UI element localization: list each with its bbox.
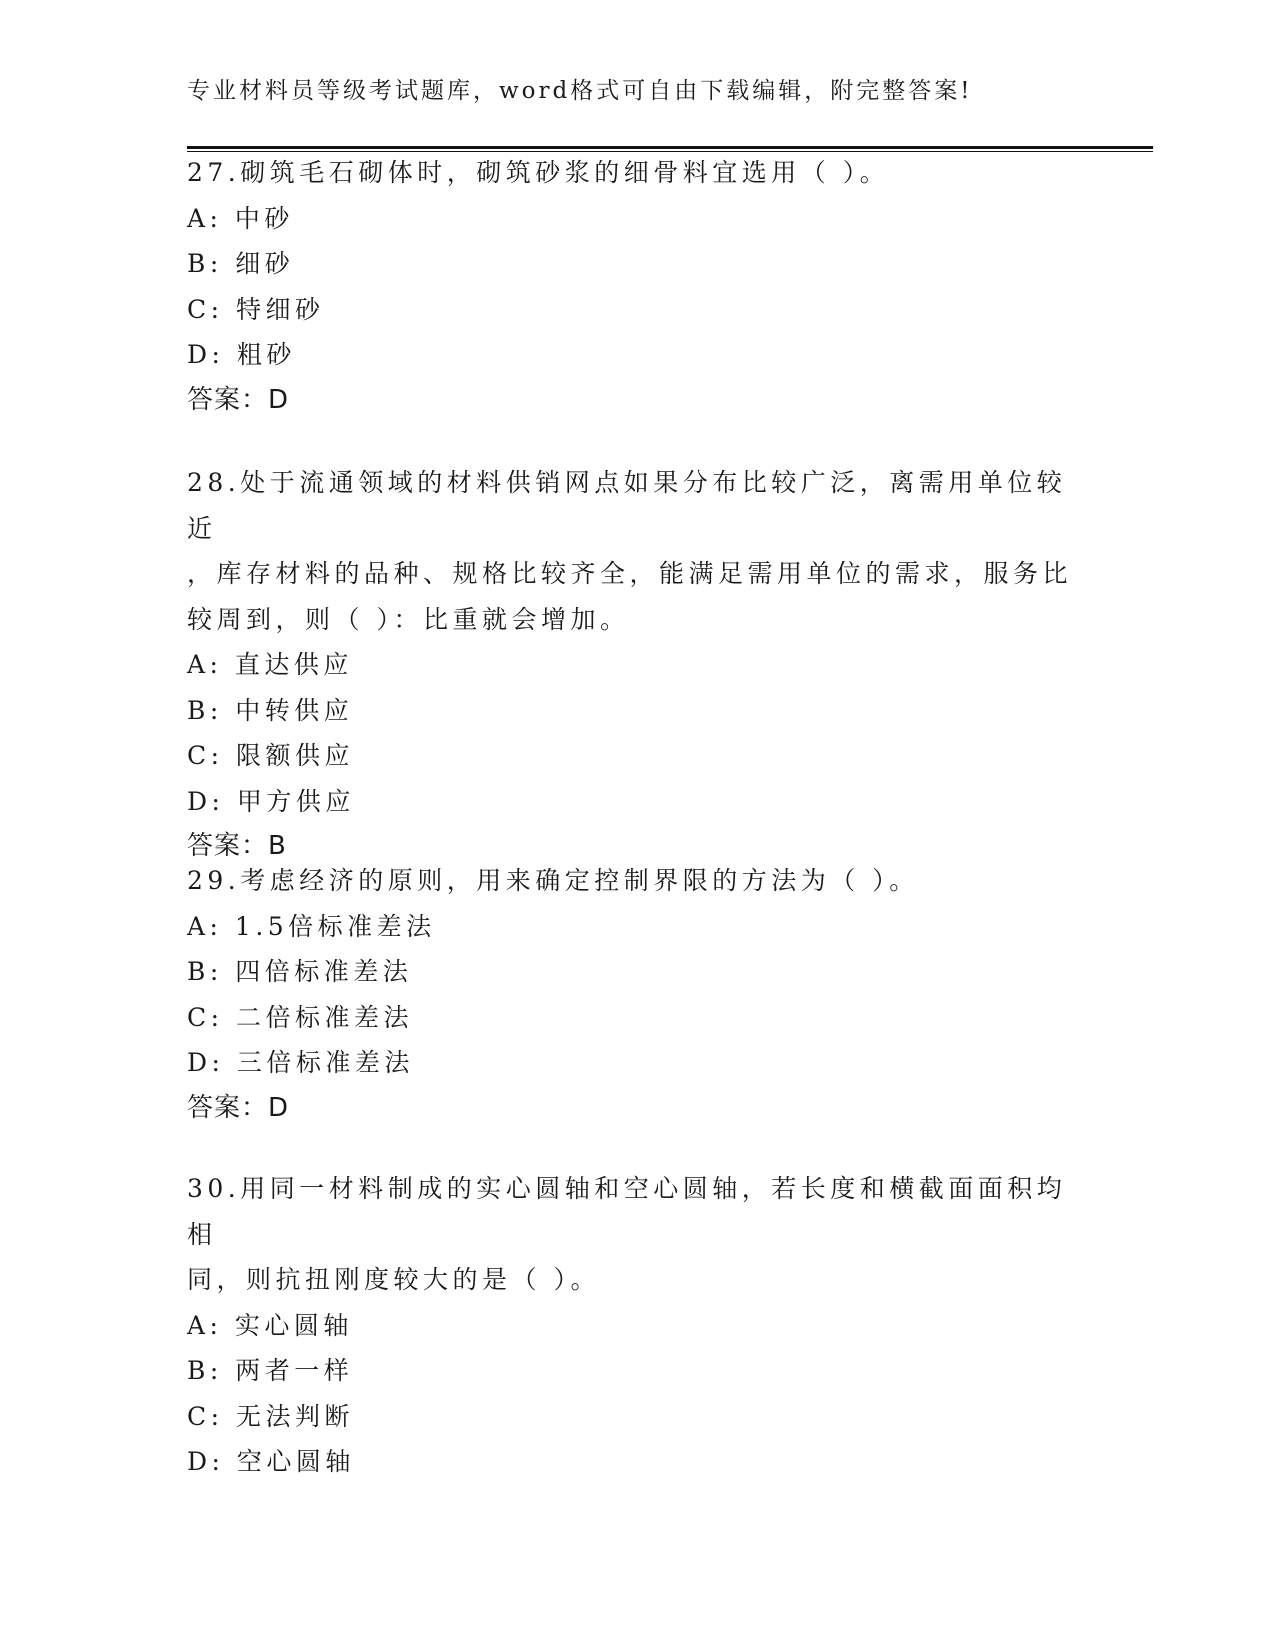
option-a: A: 1.5倍标准差法 [187,911,436,941]
option-c: C: 无法判断 [187,1401,354,1431]
question-28 [187,460,1087,870]
option-b: B: 中转供应 [187,695,354,725]
answer: 答案：B [187,831,287,861]
option-d: D: 甲方供应 [187,786,355,816]
question-stem-line: 同，则抗扭刚度较大的是（ ）。 [187,1265,600,1294]
option-d: D: 粗砂 [187,340,296,369]
answer: 答案：D [187,384,290,415]
option-a: A: 实心圆轴 [187,1310,353,1340]
question-29 [187,858,1087,1131]
question-30 [187,1166,1087,1485]
question-stem-line: ，库存材料的品种、规格比较齐全，能满足需用单位的需求，服务比 [187,559,1073,588]
option-c: C: 二倍标准差法 [187,1002,413,1032]
option-a: A: 直达供应 [187,650,353,679]
question-stem: 27.砌筑毛石砌体时，砌筑砂浆的细骨料宜选用（ ）。 [187,158,890,187]
option-a: A: 中砂 [187,203,294,233]
question-stem-line: 较周到，则（ ）：比重就会增加。 [187,604,630,634]
question-stem: 29.考虑经济的原则，用来确定控制界限的方法为（ ）。 [187,866,919,895]
option-b: B: 细砂 [187,249,295,278]
answer: 答案：D [187,1092,290,1123]
option-b: B: 两者一样 [187,1356,354,1385]
option-c: C: 限额供应 [187,741,354,770]
question-stem-line: 30.用同一材料制成的实心圆轴和空心圆轴，若长度和横截面面积均相 [187,1174,1067,1249]
question-27 [187,150,1087,423]
option-b: B: 四倍标准差法 [187,957,413,986]
option-c: C: 特细砂 [187,294,325,324]
option-d: D: 空心圆轴 [187,1447,355,1476]
page-header: 专业材料员等级考试题库，word格式可自由下载编辑，附完整答案! [187,78,973,104]
option-d: D: 三倍标准差法 [187,1048,414,1077]
question-stem-line: 28.处于流通领域的材料供销网点如果分布比较广泛，离需用单位较近 [187,468,1067,543]
